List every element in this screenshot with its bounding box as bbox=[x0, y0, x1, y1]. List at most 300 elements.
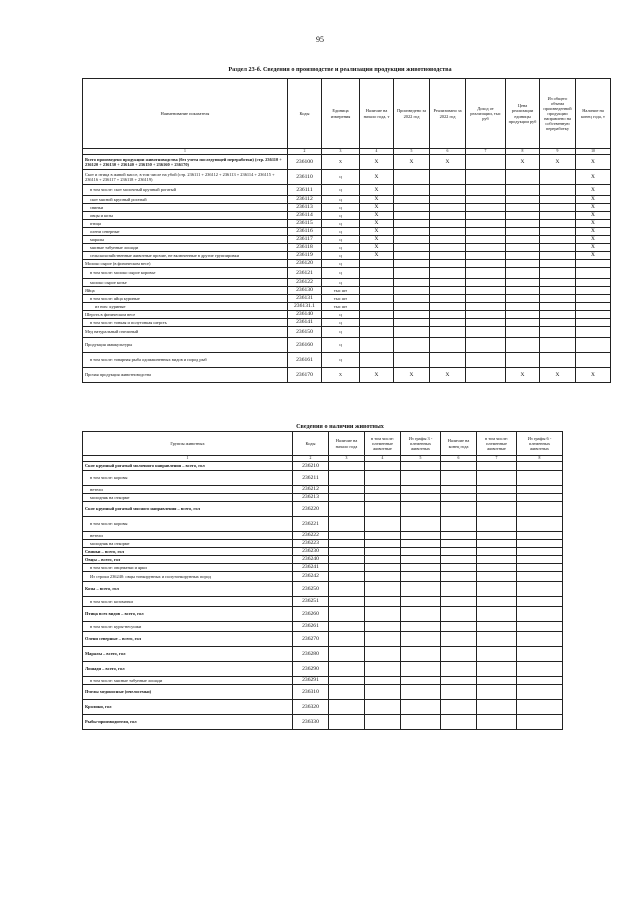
row-label: Прочая продукция животноводства bbox=[83, 368, 288, 383]
row-label: олени северные bbox=[83, 228, 288, 236]
value-cell bbox=[365, 632, 401, 647]
value-cell: X bbox=[360, 244, 394, 252]
value-cell: X bbox=[360, 228, 394, 236]
value-cell: X bbox=[360, 368, 394, 383]
value-cell bbox=[517, 647, 563, 662]
value-cell bbox=[394, 170, 430, 185]
value-cell: X bbox=[360, 236, 394, 244]
value-cell bbox=[401, 548, 441, 556]
value-cell bbox=[365, 662, 401, 677]
row-code: 236113 bbox=[288, 204, 322, 212]
value-cell: X bbox=[360, 252, 394, 260]
row-label: Козы – всего, гол bbox=[83, 582, 293, 597]
table-row bbox=[83, 715, 563, 730]
value-cell bbox=[506, 260, 540, 268]
value-cell bbox=[394, 260, 430, 268]
value-cell bbox=[477, 532, 517, 540]
value-cell bbox=[329, 471, 365, 486]
row-label: из них: куриные bbox=[83, 303, 288, 311]
row-unit: ц bbox=[322, 244, 360, 252]
value-cell: X bbox=[576, 155, 611, 170]
value-cell bbox=[365, 462, 401, 471]
row-code: 236290 bbox=[293, 662, 329, 677]
value-cell: X bbox=[506, 368, 540, 383]
value-cell: X bbox=[576, 220, 611, 228]
value-cell bbox=[506, 327, 540, 338]
value-cell bbox=[540, 244, 576, 252]
value-cell bbox=[441, 647, 477, 662]
value-cell bbox=[401, 486, 441, 494]
row-unit: тыс шт bbox=[322, 287, 360, 295]
value-cell bbox=[365, 572, 401, 582]
value-cell bbox=[477, 471, 517, 486]
table-row bbox=[83, 662, 563, 677]
value-cell bbox=[441, 700, 477, 715]
value-cell bbox=[394, 311, 430, 319]
table-row bbox=[83, 647, 563, 662]
value-cell bbox=[517, 597, 563, 607]
value-cell bbox=[329, 517, 365, 532]
row-label: свиньи bbox=[83, 204, 288, 212]
value-cell bbox=[540, 268, 576, 279]
value-cell bbox=[329, 582, 365, 597]
value-cell bbox=[477, 556, 517, 564]
value-cell bbox=[441, 462, 477, 471]
table-row bbox=[83, 700, 563, 715]
value-cell bbox=[365, 548, 401, 556]
value-cell bbox=[441, 715, 477, 730]
value-cell bbox=[506, 170, 540, 185]
value-cell bbox=[360, 338, 394, 353]
value-cell bbox=[430, 196, 466, 204]
value-cell bbox=[466, 244, 506, 252]
row-code: 236291 bbox=[293, 677, 329, 685]
column-header: в том числе: племенные животные bbox=[365, 432, 401, 456]
value-cell bbox=[517, 662, 563, 677]
row-label: Скот крупный рогатый мясного направления – всего, гол bbox=[83, 502, 293, 517]
value-cell bbox=[540, 204, 576, 212]
value-cell bbox=[466, 319, 506, 327]
row-label: нетели bbox=[83, 532, 293, 540]
table-row bbox=[83, 462, 563, 471]
value-cell bbox=[576, 353, 611, 368]
value-cell bbox=[401, 715, 441, 730]
column-number: 6 bbox=[441, 456, 477, 462]
value-cell bbox=[441, 486, 477, 494]
value-cell bbox=[477, 582, 517, 597]
column-number: 5 bbox=[401, 456, 441, 462]
value-cell bbox=[329, 564, 365, 572]
value-cell bbox=[441, 564, 477, 572]
value-cell bbox=[329, 685, 365, 700]
value-cell bbox=[540, 303, 576, 311]
value-cell bbox=[329, 486, 365, 494]
value-cell: X bbox=[360, 212, 394, 220]
value-cell bbox=[506, 220, 540, 228]
row-label: Скот и птица в живой массе, в том числе на убой (стр. 236111 + 236112 + 236113 + 236114 + 236115 + 236116 + 236117 + 236118 + 236119) bbox=[83, 170, 288, 185]
row-code: 236131 bbox=[288, 295, 322, 303]
value-cell bbox=[401, 540, 441, 548]
row-label: мясные табунные лошади bbox=[83, 244, 288, 252]
table-row bbox=[83, 540, 563, 548]
value-cell bbox=[477, 662, 517, 677]
row-unit: ц bbox=[322, 260, 360, 268]
value-cell bbox=[506, 212, 540, 220]
row-code: 236222 bbox=[293, 532, 329, 540]
value-cell bbox=[466, 368, 506, 383]
table-row bbox=[83, 185, 611, 196]
value-cell bbox=[365, 564, 401, 572]
value-cell bbox=[430, 204, 466, 212]
row-unit: ц bbox=[322, 338, 360, 353]
column-number: 4 bbox=[365, 456, 401, 462]
value-cell bbox=[430, 170, 466, 185]
value-cell bbox=[394, 279, 430, 287]
column-header: Наличие на начало года, т bbox=[360, 79, 394, 149]
page-number: 95 bbox=[316, 35, 324, 44]
value-cell bbox=[441, 677, 477, 685]
value-cell bbox=[517, 556, 563, 564]
table-row bbox=[83, 353, 611, 368]
value-cell bbox=[576, 338, 611, 353]
table-row bbox=[83, 319, 611, 327]
row-code: 236170 bbox=[288, 368, 322, 383]
table-row bbox=[83, 582, 563, 597]
value-cell bbox=[517, 471, 563, 486]
value-cell bbox=[430, 228, 466, 236]
row-label: в том числе: скот молочный крупный рогатый bbox=[83, 185, 288, 196]
value-cell: X bbox=[576, 196, 611, 204]
value-cell bbox=[506, 236, 540, 244]
value-cell bbox=[506, 311, 540, 319]
value-cell bbox=[540, 295, 576, 303]
value-cell bbox=[360, 319, 394, 327]
value-cell bbox=[540, 279, 576, 287]
value-cell bbox=[477, 564, 517, 572]
value-cell bbox=[441, 532, 477, 540]
table-row bbox=[83, 212, 611, 220]
production-table bbox=[82, 78, 611, 383]
value-cell bbox=[576, 295, 611, 303]
value-cell bbox=[540, 220, 576, 228]
row-unit: ц bbox=[322, 185, 360, 196]
row-unit: ц bbox=[322, 353, 360, 368]
value-cell bbox=[441, 622, 477, 632]
column-number: 7 bbox=[477, 456, 517, 462]
value-cell bbox=[360, 287, 394, 295]
row-unit: ц bbox=[322, 204, 360, 212]
value-cell bbox=[365, 597, 401, 607]
value-cell bbox=[401, 517, 441, 532]
value-cell bbox=[466, 236, 506, 244]
value-cell bbox=[506, 196, 540, 204]
table-row bbox=[83, 471, 563, 486]
value-cell bbox=[394, 303, 430, 311]
value-cell bbox=[360, 311, 394, 319]
row-label: в том числе: овцематки и ярки bbox=[83, 564, 293, 572]
table-row bbox=[83, 228, 611, 236]
value-cell bbox=[360, 268, 394, 279]
row-code: 236117 bbox=[288, 236, 322, 244]
column-header: Единица измерения bbox=[322, 79, 360, 149]
value-cell bbox=[401, 700, 441, 715]
row-label: в том числе: товарная рыба одомашненных видов и пород рыб bbox=[83, 353, 288, 368]
table-row bbox=[83, 556, 563, 564]
row-code: 236320 bbox=[293, 700, 329, 715]
value-cell bbox=[441, 632, 477, 647]
value-cell bbox=[430, 212, 466, 220]
value-cell bbox=[506, 204, 540, 212]
row-code: 236223 bbox=[293, 540, 329, 548]
value-cell: X bbox=[576, 212, 611, 220]
value-cell bbox=[466, 279, 506, 287]
table-row bbox=[83, 279, 611, 287]
row-code: 236240 bbox=[293, 556, 329, 564]
table-row bbox=[83, 677, 563, 685]
value-cell bbox=[477, 494, 517, 502]
row-unit: ц bbox=[322, 252, 360, 260]
value-cell bbox=[394, 244, 430, 252]
row-unit: ц bbox=[322, 170, 360, 185]
value-cell bbox=[365, 685, 401, 700]
row-label: Лошади – всего, гол bbox=[83, 662, 293, 677]
value-cell bbox=[394, 204, 430, 212]
column-header: Наличие на конец года bbox=[441, 432, 477, 456]
value-cell bbox=[401, 572, 441, 582]
value-cell bbox=[576, 287, 611, 295]
row-label: овцы и козы bbox=[83, 212, 288, 220]
value-cell bbox=[466, 268, 506, 279]
table-row bbox=[83, 155, 611, 170]
value-cell bbox=[360, 327, 394, 338]
table-row bbox=[83, 260, 611, 268]
value-cell bbox=[365, 622, 401, 632]
value-cell bbox=[360, 279, 394, 287]
row-code: 236310 bbox=[293, 685, 329, 700]
value-cell bbox=[540, 319, 576, 327]
table-row bbox=[83, 295, 611, 303]
row-unit: ц bbox=[322, 268, 360, 279]
value-cell: X bbox=[430, 368, 466, 383]
column-header: Коды bbox=[293, 432, 329, 456]
value-cell bbox=[365, 607, 401, 622]
value-cell bbox=[430, 303, 466, 311]
table-row bbox=[83, 607, 563, 622]
value-cell: X bbox=[540, 368, 576, 383]
column-number: 3 bbox=[329, 456, 365, 462]
row-label: Кролики, гол bbox=[83, 700, 293, 715]
row-label: скот мясной крупный рогатый bbox=[83, 196, 288, 204]
value-cell bbox=[401, 677, 441, 685]
column-number: 6 bbox=[430, 149, 466, 155]
value-cell: X bbox=[576, 185, 611, 196]
row-code: 236330 bbox=[293, 715, 329, 730]
value-cell bbox=[466, 155, 506, 170]
value-cell bbox=[394, 252, 430, 260]
value-cell: X bbox=[360, 155, 394, 170]
value-cell bbox=[441, 517, 477, 532]
value-cell bbox=[329, 494, 365, 502]
value-cell bbox=[329, 462, 365, 471]
value-cell bbox=[517, 486, 563, 494]
value-cell bbox=[329, 502, 365, 517]
row-code: 236212 bbox=[293, 486, 329, 494]
value-cell bbox=[401, 647, 441, 662]
row-code: 236140 bbox=[288, 311, 322, 319]
value-cell bbox=[540, 196, 576, 204]
value-cell bbox=[540, 228, 576, 236]
value-cell bbox=[576, 260, 611, 268]
column-header: Коды bbox=[288, 79, 322, 149]
column-header: в том числе: племенные животные bbox=[477, 432, 517, 456]
value-cell bbox=[517, 622, 563, 632]
value-cell bbox=[540, 212, 576, 220]
table-row bbox=[83, 311, 611, 319]
value-cell: X bbox=[576, 368, 611, 383]
value-cell bbox=[441, 471, 477, 486]
value-cell bbox=[517, 685, 563, 700]
value-cell bbox=[517, 572, 563, 582]
value-cell bbox=[394, 220, 430, 228]
table-row bbox=[83, 502, 563, 517]
table-row bbox=[83, 244, 611, 252]
value-cell bbox=[401, 494, 441, 502]
column-header: Из графы 6 - племенных животных bbox=[517, 432, 563, 456]
value-cell bbox=[466, 196, 506, 204]
value-cell bbox=[401, 685, 441, 700]
value-cell bbox=[506, 252, 540, 260]
table-row bbox=[83, 252, 611, 260]
value-cell bbox=[477, 647, 517, 662]
value-cell bbox=[466, 212, 506, 220]
row-label: нетели bbox=[83, 486, 293, 494]
value-cell bbox=[401, 622, 441, 632]
value-cell bbox=[365, 700, 401, 715]
value-cell bbox=[401, 564, 441, 572]
table-row bbox=[83, 622, 563, 632]
value-cell bbox=[477, 677, 517, 685]
row-code: 236130 bbox=[288, 287, 322, 295]
row-code: 236122 bbox=[288, 279, 322, 287]
value-cell bbox=[477, 622, 517, 632]
value-cell bbox=[517, 607, 563, 622]
value-cell bbox=[430, 279, 466, 287]
value-cell bbox=[430, 338, 466, 353]
value-cell bbox=[540, 236, 576, 244]
value-cell bbox=[329, 677, 365, 685]
value-cell bbox=[540, 287, 576, 295]
value-cell bbox=[365, 494, 401, 502]
table-row bbox=[83, 597, 563, 607]
value-cell bbox=[477, 462, 517, 471]
value-cell bbox=[365, 517, 401, 532]
value-cell bbox=[517, 582, 563, 597]
column-header: Произведено за 2022 год bbox=[394, 79, 430, 149]
value-cell bbox=[329, 632, 365, 647]
value-cell bbox=[576, 268, 611, 279]
row-code: 236111 bbox=[288, 185, 322, 196]
value-cell bbox=[401, 582, 441, 597]
value-cell bbox=[517, 632, 563, 647]
column-number: 5 bbox=[394, 149, 430, 155]
row-code: 236242 bbox=[293, 572, 329, 582]
value-cell bbox=[506, 185, 540, 196]
value-cell: X bbox=[360, 220, 394, 228]
table-row bbox=[83, 220, 611, 228]
row-label: в том числе: тонкая и полутонкая шерсть bbox=[83, 319, 288, 327]
value-cell bbox=[394, 295, 430, 303]
row-code: 236211 bbox=[293, 471, 329, 486]
row-label: молодняк на откорме bbox=[83, 494, 293, 502]
value-cell bbox=[394, 212, 430, 220]
value-cell bbox=[394, 268, 430, 279]
row-label: Шерсть в физическом весе bbox=[83, 311, 288, 319]
table-row bbox=[83, 368, 611, 383]
row-label: Маралы – всего, гол bbox=[83, 647, 293, 662]
value-cell bbox=[506, 244, 540, 252]
table-header-row bbox=[83, 432, 563, 456]
value-cell bbox=[365, 471, 401, 486]
row-code: 236141 bbox=[288, 319, 322, 327]
table-row bbox=[83, 204, 611, 212]
value-cell bbox=[394, 338, 430, 353]
value-cell bbox=[365, 715, 401, 730]
value-cell bbox=[477, 548, 517, 556]
value-cell bbox=[329, 540, 365, 548]
value-cell bbox=[441, 494, 477, 502]
value-cell bbox=[517, 715, 563, 730]
column-number: 7 bbox=[466, 149, 506, 155]
value-cell bbox=[441, 662, 477, 677]
column-number: 1 bbox=[83, 456, 293, 462]
row-label: в том числе: мясные табунные лошади bbox=[83, 677, 293, 685]
value-cell bbox=[540, 353, 576, 368]
value-cell bbox=[329, 700, 365, 715]
value-cell bbox=[540, 170, 576, 185]
row-code: 236100 bbox=[288, 155, 322, 170]
value-cell bbox=[506, 268, 540, 279]
row-code: 236270 bbox=[293, 632, 329, 647]
value-cell bbox=[517, 462, 563, 471]
value-cell bbox=[430, 327, 466, 338]
row-code: 236131.1 bbox=[288, 303, 322, 311]
row-label: Пчелы медоносные (пчелосемьи) bbox=[83, 685, 293, 700]
livestock-table bbox=[82, 431, 563, 730]
value-cell bbox=[506, 287, 540, 295]
value-cell bbox=[329, 572, 365, 582]
value-cell bbox=[441, 582, 477, 597]
value-cell bbox=[441, 685, 477, 700]
value-cell bbox=[441, 502, 477, 517]
value-cell bbox=[430, 260, 466, 268]
value-cell bbox=[517, 548, 563, 556]
value-cell bbox=[430, 252, 466, 260]
row-label: птица bbox=[83, 220, 288, 228]
row-code: 236110 bbox=[288, 170, 322, 185]
row-label: в том числе: куры-несушки bbox=[83, 622, 293, 632]
value-cell bbox=[466, 170, 506, 185]
value-cell bbox=[394, 236, 430, 244]
row-label: Из строки 236240: овцы тонкорунных и полутонкорунных пород bbox=[83, 572, 293, 582]
row-unit: ц bbox=[322, 327, 360, 338]
row-code: 236115 bbox=[288, 220, 322, 228]
row-code: 236114 bbox=[288, 212, 322, 220]
value-cell bbox=[576, 279, 611, 287]
column-header: Наличие на конец года, т bbox=[576, 79, 611, 149]
value-cell: X bbox=[360, 196, 394, 204]
row-code: 236250 bbox=[293, 582, 329, 597]
row-code: 236160 bbox=[288, 338, 322, 353]
